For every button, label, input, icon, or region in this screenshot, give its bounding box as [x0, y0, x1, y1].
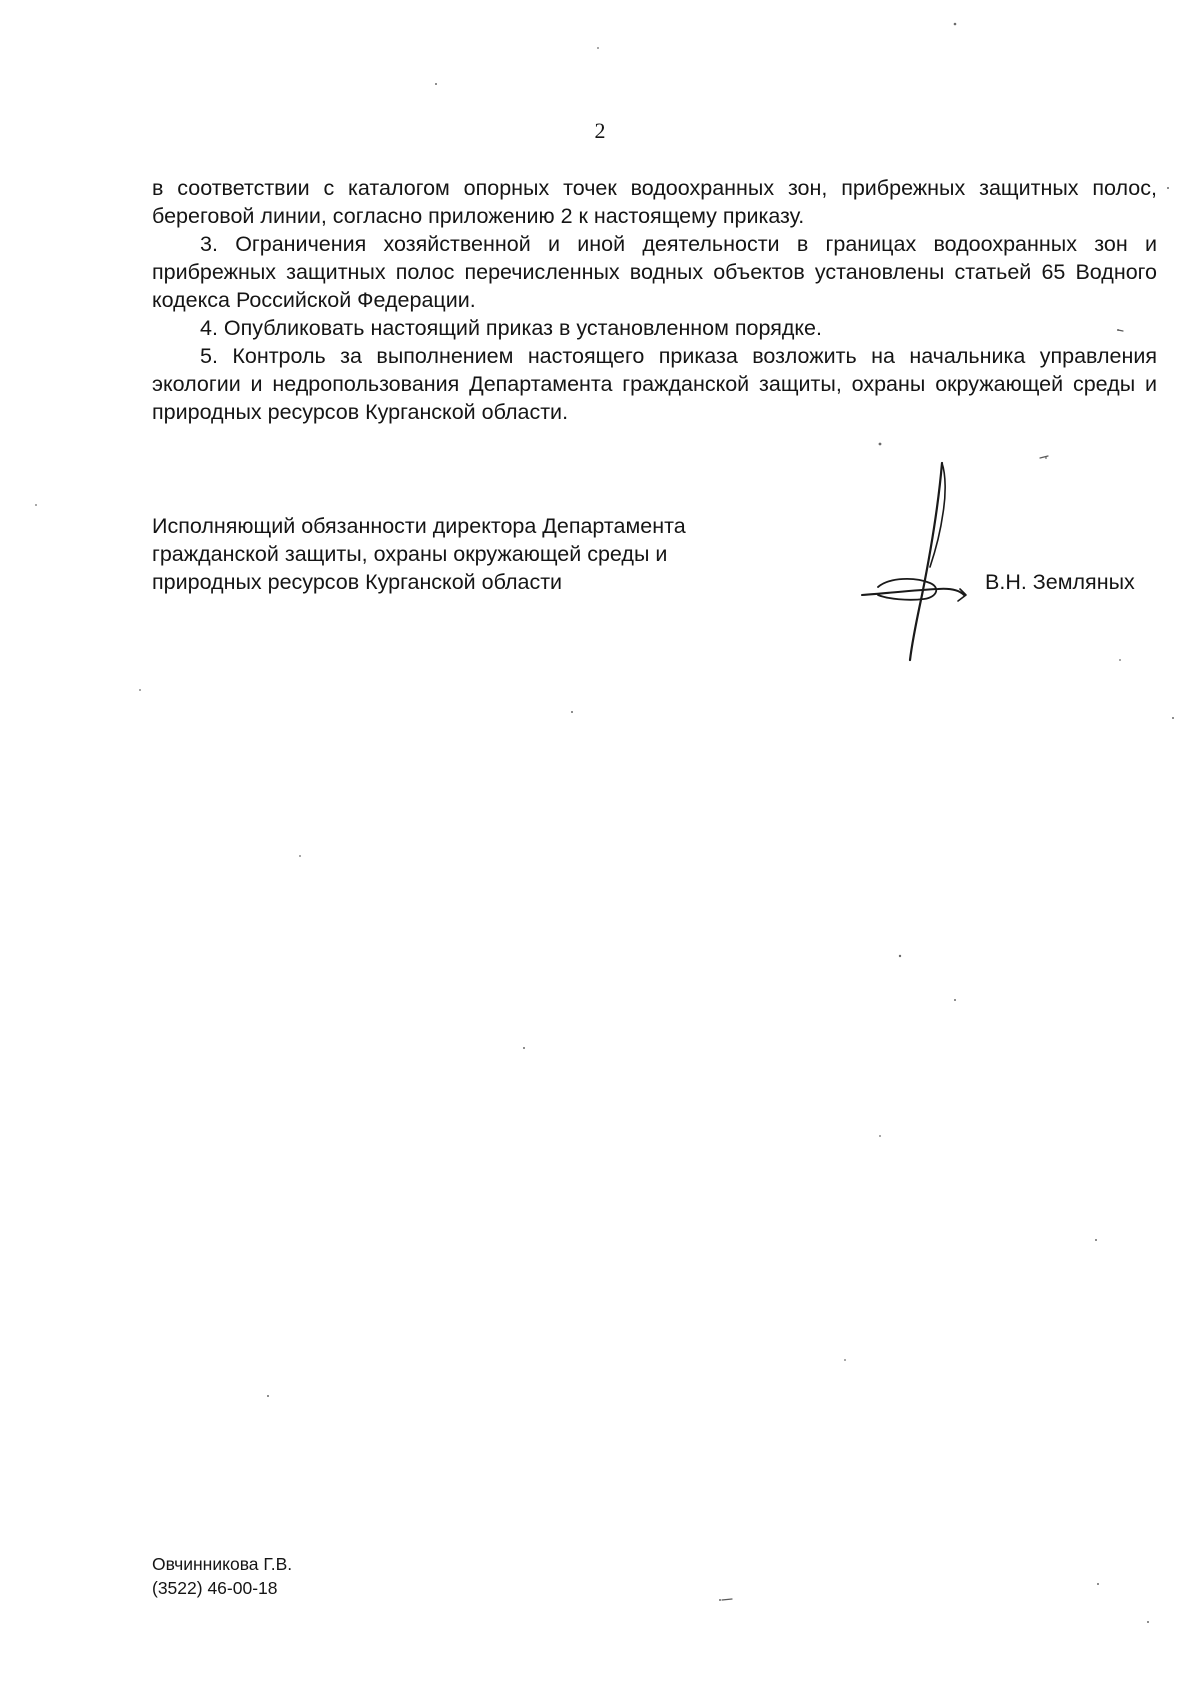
text-line: и прибрежных защитных полос перечисленных водных объектов установлены статьей: [152, 232, 1157, 284]
text-line: 65 Водного кодекса Российской Федерации.: [152, 260, 1157, 312]
paragraph-continuation: [152, 174, 1157, 230]
paragraph-item-4: [152, 314, 1157, 342]
text-line: полос, береговой линии, согласно приложению 2 к настоящему приказу.: [152, 176, 1157, 228]
position-line: Исполняющий обязанности директора Департамента: [152, 514, 686, 538]
handwritten-signature: [860, 455, 970, 665]
text-line: 3. Ограничения хозяйственной и иной деятельности в границах водоохранных зон: [200, 232, 1128, 256]
text-line: окружающей среды и природных ресурсов Курганской области.: [152, 372, 1157, 424]
text-line: 5. Контроль за выполнением настоящего приказа возложить на начальника: [200, 344, 1026, 368]
position-line: природных ресурсов Курганской области: [152, 570, 563, 594]
text-line: 4. Опубликовать настоящий приказ в установленном порядке.: [200, 316, 822, 340]
text-line: управления экологии и недропользования Департамента гражданской защиты, охраны: [152, 344, 1157, 396]
paragraph-item-5: [152, 342, 1157, 426]
signer-name: В.Н. Земляных: [985, 570, 1135, 594]
executor-contact: [152, 1552, 292, 1600]
position-line: гражданской защиты, охраны окружающей среды и: [152, 542, 668, 566]
paragraph-item-3: [152, 230, 1157, 314]
page-number: 2: [594, 118, 606, 143]
signer-position: [152, 512, 772, 596]
order-body: [152, 174, 1157, 426]
executor-name: Овчинникова Г.В.: [152, 1554, 293, 1574]
text-line: в соответствии с каталогом опорных точек водоохранных зон, прибрежных защитных: [152, 176, 1079, 200]
executor-phone: (3522) 46-00-18: [152, 1578, 278, 1598]
